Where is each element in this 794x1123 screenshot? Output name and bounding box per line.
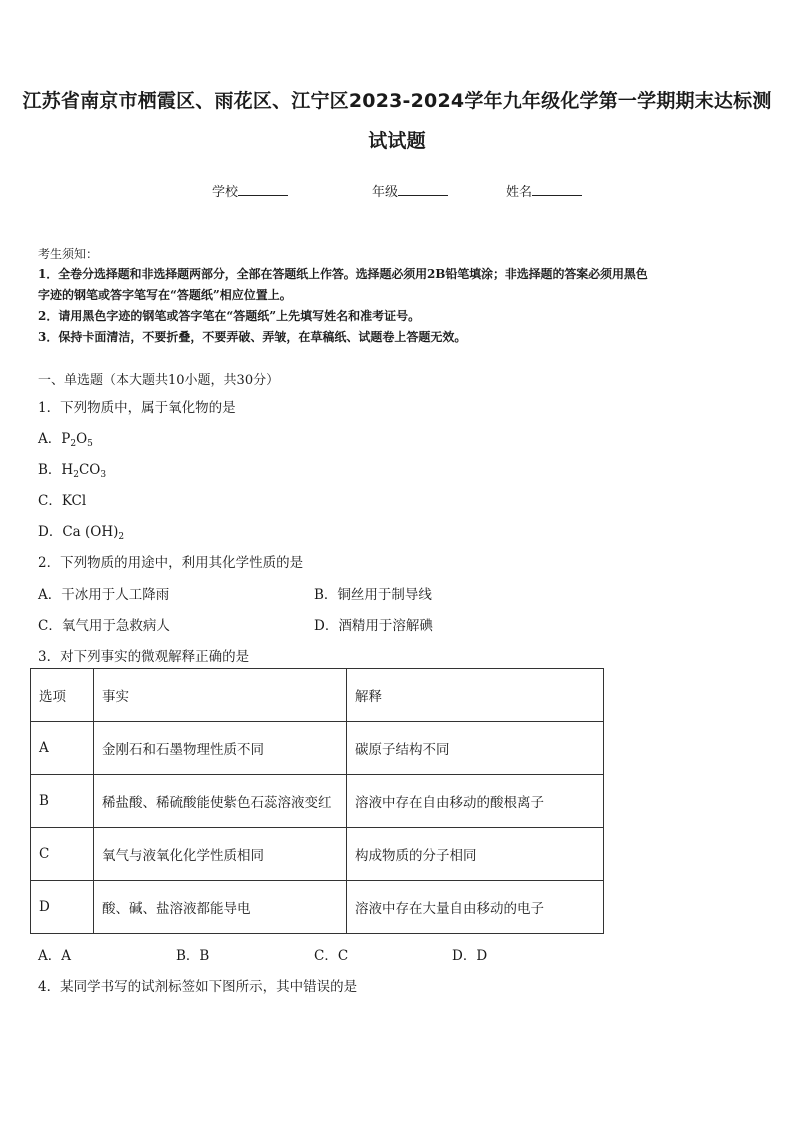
q3-option-d: D．D	[452, 948, 488, 964]
q1-option-d-sub1: 2	[118, 532, 125, 542]
q1-option-b-text: B．H	[38, 462, 74, 478]
table-cell: 稀盐酸、稀硫酸能使紫色石蕊溶液变红	[94, 775, 347, 828]
q1-option-a-sub1: 2	[70, 439, 77, 449]
q1-option-a-text: A．P	[38, 431, 71, 447]
page-title-line1: 江苏省南京市栖霞区、雨花区、江宁区2023-2024学年九年级化学第一学期期末达标测	[22, 90, 772, 112]
notice-item-1b: 字迹的钢笔或答字笔写在“答题纸”相应位置上。	[38, 288, 292, 302]
table-cell: 溶液中存在大量自由移动的电子	[347, 881, 604, 934]
table-header-cell: 解释	[347, 669, 604, 722]
school-blank	[238, 183, 288, 196]
table-cell: A	[31, 722, 94, 775]
q1-option-b-sub1: 2	[73, 470, 79, 480]
q1-option-a-sub2: 5	[87, 439, 93, 449]
section-heading: 一、单选题（本大题共10小题，共30分）	[38, 373, 280, 388]
table-row	[31, 881, 604, 934]
table-cell: 碳原子结构不同	[347, 722, 604, 775]
q2-option-d: D．酒精用于溶解碘	[314, 618, 433, 634]
q3-facts-table	[30, 668, 604, 934]
q4-stem: 4．某同学书写的试剂标签如下图所示，其中错误的是	[38, 979, 358, 995]
q1-option-c: C．KCl	[38, 493, 87, 509]
name-blank	[532, 183, 582, 196]
q1-option-d	[38, 520, 124, 542]
table-row	[31, 828, 604, 881]
table-cell: 溶液中存在自由移动的酸根离子	[347, 775, 604, 828]
table-cell: B	[31, 775, 94, 828]
table-cell: 金刚石和石墨物理性质不同	[94, 722, 347, 775]
grade-blank	[398, 183, 448, 196]
q3-option-c: C．C	[314, 948, 349, 964]
q3-option-a: A．A	[38, 948, 71, 964]
table-cell: 氧气与液氧化化学性质相同	[94, 828, 347, 881]
q1-option-b-mid: CO	[78, 462, 101, 478]
q3-stem: 3．对下列事实的微观解释正确的是	[38, 649, 250, 665]
school-field	[212, 181, 288, 200]
q1-option-a-mid: O	[76, 431, 88, 447]
q1-stem: 1．下列物质中，属于氧化物的是	[38, 400, 236, 416]
q1-option-b-sub2: 3	[100, 470, 107, 480]
grade-label: 年级	[372, 185, 399, 200]
notice-item-2: 2．请用黑色字迹的钢笔或答字笔在“答题纸”上先填写姓名和准考证号。	[38, 309, 421, 323]
notice-item-1a: 1．全卷分选择题和非选择题两部分，全部在答题纸上作答。选择题必须用2B铅笔填涂；非选择题的答案必须用黑色	[38, 267, 648, 281]
table-cell: C	[31, 828, 94, 881]
q1-option-a	[38, 427, 93, 449]
table-row	[31, 775, 604, 828]
table-cell: D	[31, 881, 94, 934]
q3-option-b: B．B	[176, 948, 210, 964]
table-header-cell: 选项	[31, 669, 94, 722]
q1-option-b	[38, 458, 106, 480]
grade-field	[372, 181, 448, 200]
table-cell: 酸、碱、盐溶液都能导电	[94, 881, 347, 934]
table-header-row	[31, 669, 604, 722]
table-header-cell: 事实	[94, 669, 347, 722]
q2-option-a: A．干冰用于人工降雨	[38, 587, 170, 603]
notice-item-3: 3．保持卡面清洁，不要折叠，不要弄破、弄皱，在草稿纸、试题卷上答题无效。	[38, 330, 467, 344]
table-cell: 构成物质的分子相同	[347, 828, 604, 881]
page-title-line2: 试试题	[368, 130, 426, 152]
table-row	[31, 722, 604, 775]
q2-option-c: C．氧气用于急救病人	[38, 618, 170, 634]
name-field	[506, 181, 582, 200]
q2-option-b: B．铜丝用于制导线	[314, 587, 432, 603]
q2-stem: 2．下列物质的用途中，利用其化学性质的是	[38, 555, 304, 571]
school-label: 学校	[212, 185, 239, 200]
notice-heading: 考生须知：	[38, 247, 99, 261]
q1-option-d-text: D．Ca (OH)	[38, 524, 119, 540]
name-label: 姓名	[506, 185, 533, 200]
